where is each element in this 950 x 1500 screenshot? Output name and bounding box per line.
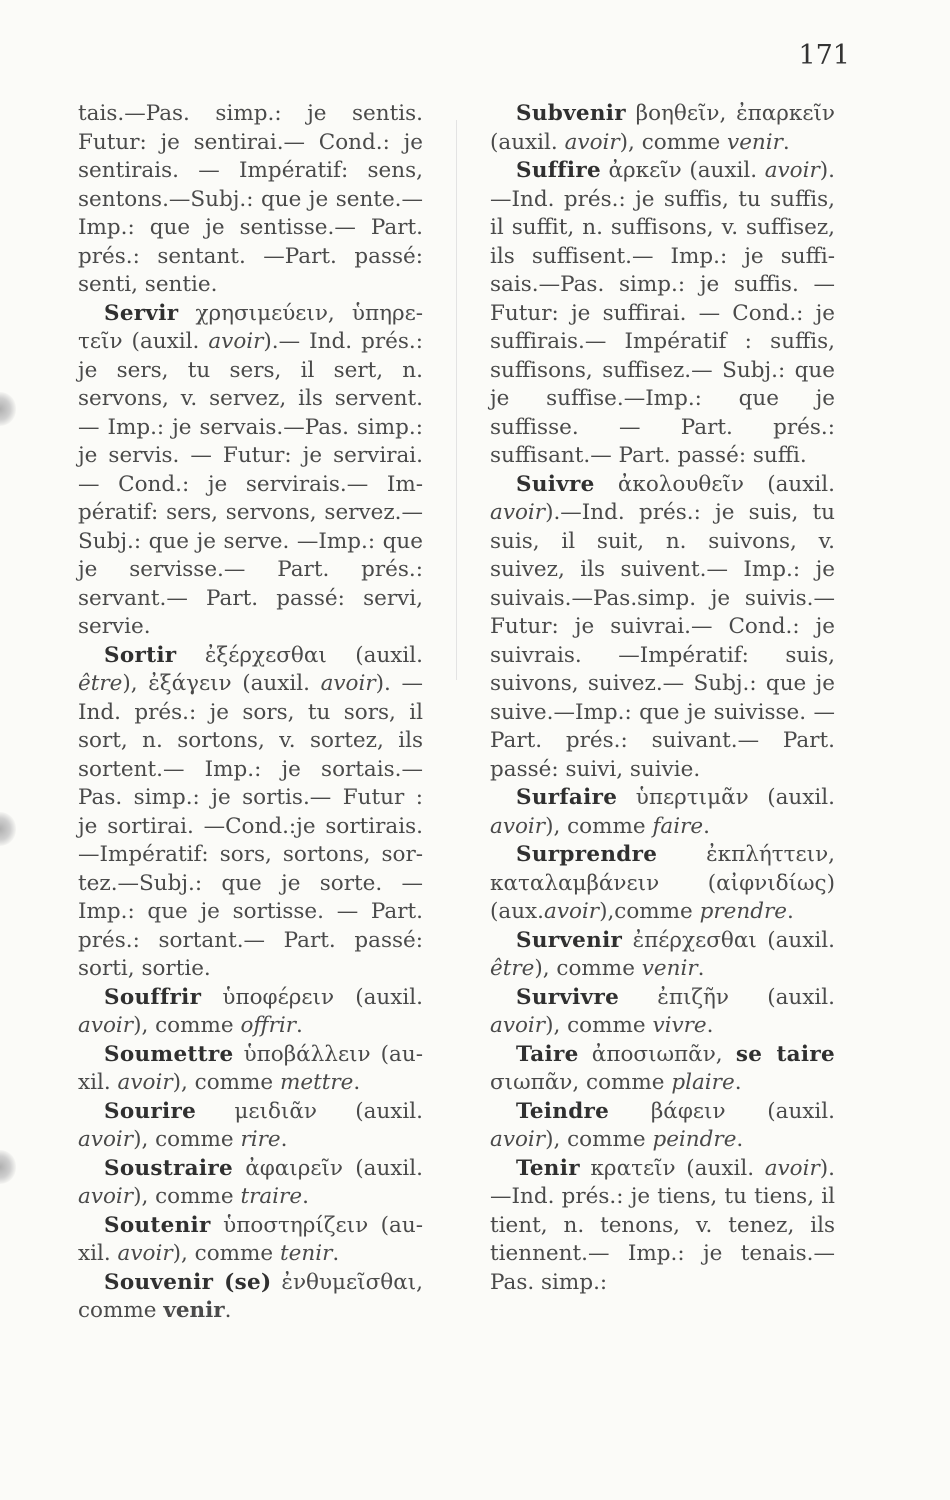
right-column (490, 100, 835, 1297)
entry-text: ), comme (545, 1127, 653, 1152)
entry-text: . (332, 1241, 340, 1266)
dictionary-entry-suivre (490, 471, 835, 785)
entry-text: βοηθεῖν, ἐπαρκεῖν (auxil. (490, 101, 835, 155)
binding-hole-mark (0, 1150, 16, 1184)
entry-text: ).— Ind. prés.: je sers, tu sers, il sert, n. servons, v. servez, ils servent.— Imp.: je servais.—Pas. simp.: je servis. — Futur: je servirai.— Cond.: je servirais.— Impératif: sers, servons, servez.—Subj.: que je serve. —Imp.: que je servisse.— Part. prés.: servant.— Part. passé: servi, servie. (78, 329, 424, 639)
entry-emphasis: venir (641, 956, 698, 981)
entry-text: . (296, 1013, 303, 1038)
entry-text: ἀκολουθεῖν (auxil. (594, 471, 835, 497)
entry-headword: Sortir (104, 642, 177, 668)
dictionary-entry-soustraire (78, 1155, 423, 1212)
entry-headword: Surfaire (516, 785, 618, 810)
dictionary-entry-suffire (490, 157, 835, 471)
entry-text: βάφειν (auxil. (609, 1098, 835, 1124)
entry-text: ), comme (133, 1184, 241, 1209)
entry-text: ), comme (133, 1013, 241, 1038)
entry-text: ἀρκεῖν (auxil. (600, 158, 765, 183)
entry-headword: Suffire (516, 158, 601, 183)
entry-text: ),comme (599, 899, 700, 924)
entry-emphasis: traire (240, 1184, 303, 1209)
entry-text: ), comme (545, 813, 653, 839)
entry-emphasis: faire (652, 813, 704, 839)
entry-text: ἀποσιωπᾶν, (578, 1041, 736, 1067)
entry-headword: Soustraire (104, 1155, 233, 1181)
dictionary-entry-souvenir (78, 1269, 423, 1326)
entry-headword: Souffrir (104, 984, 202, 1010)
entry-text: ὑποβάλλειν (auxil. (78, 1041, 423, 1095)
dictionary-entry-servir (78, 300, 423, 642)
entry-emphasis: avoir (117, 1070, 173, 1095)
entry-emphasis: tenir (279, 1241, 333, 1266)
page-number: 171 (798, 40, 850, 71)
entry-headword: se taire (735, 1041, 835, 1067)
entry-emphasis: avoir (544, 899, 600, 924)
dictionary-entry-teindre (490, 1098, 835, 1155)
entry-text: . (697, 956, 705, 981)
entry-text: ἐκπλήττειν, καταλαμβάνειν (αἰφνιδίως) (aux. (490, 842, 835, 924)
entry-headword: Servir (104, 300, 179, 326)
entry-emphasis: avoir (764, 158, 820, 183)
binding-hole-mark (0, 812, 16, 846)
entry-headword: Taire (516, 1041, 579, 1067)
dictionary-entry-survivre (490, 984, 835, 1041)
entry-text: ), comme (172, 1070, 280, 1095)
entry-text: ), comme (545, 1013, 653, 1038)
entry-emphasis: avoir (78, 1013, 134, 1038)
entry-headword: Subvenir (516, 101, 626, 126)
entry-text: κρατεῖν (auxil. (579, 1155, 765, 1181)
dictionary-entry-soumettre (78, 1041, 423, 1098)
entry-emphasis: rire (240, 1127, 281, 1152)
entry-headword: Survenir (516, 927, 623, 953)
entry-text: χρησιμεύειν, ὑπηρετεῖν (auxil. (78, 300, 423, 354)
entry-text: ἐξέρχεσθαι (auxil. (176, 642, 423, 668)
dictionary-entry-souffrir (78, 984, 423, 1041)
entry-headword: Souvenir (se) (104, 1269, 272, 1295)
entry-emphasis: peindre (652, 1127, 737, 1152)
entry-headword: Tenir (516, 1155, 580, 1181)
entry-text: μειδιᾶν (auxil. (196, 1098, 423, 1124)
entry-text: . (782, 129, 790, 155)
left-column (78, 100, 423, 1326)
entry-emphasis: avoir (764, 1155, 820, 1181)
entry-text: ἐνθυμεῖσθαι, comme (78, 1269, 423, 1323)
entry-emphasis: avoir (117, 1241, 173, 1266)
dictionary-entry-sourire (78, 1098, 423, 1155)
entry-headword: Surprendre (516, 842, 658, 867)
entry-emphasis: être (78, 671, 123, 696)
entry-emphasis: offrir (240, 1013, 297, 1038)
binding-hole-mark (0, 392, 16, 426)
entry-text: ), comme (619, 129, 728, 155)
entry-emphasis: avoir (490, 1127, 546, 1152)
entry-text: tais.—Pas. simp.: je sentis. Futur: je sentirai.— Cond.: je sentirais. — Impératif: sens, sentons.—Subj.: que je sente.—Imp.: que je sentisse.— Part. prés.: sentant. —Part. passé: senti, sentie. (78, 101, 423, 297)
dictionary-entry-sortir (78, 642, 423, 984)
entry-emphasis: être (490, 956, 535, 981)
entry-headword: Sourire (104, 1098, 197, 1124)
entry-text: . (353, 1070, 361, 1095)
entry-headword: Soumettre (104, 1041, 234, 1067)
entry-headword: Soutenir (104, 1212, 211, 1238)
entry-text: ).—Ind. prés.: je tiens, tu tiens, il tient, n. tenons, v. tenez, ils tiennent.— Imp.: je tenais.—Pas. simp.: (490, 1155, 835, 1295)
dictionary-entry-tenir (490, 1155, 835, 1298)
entry-emphasis: venir (727, 129, 783, 155)
entry-emphasis: avoir (208, 329, 264, 354)
entry-text: σιωπᾶν, comme (490, 1070, 672, 1095)
entry-text: . (734, 1070, 742, 1095)
entry-text: . (703, 813, 710, 839)
column-divider (456, 120, 457, 680)
entry-emphasis: avoir (320, 671, 376, 696)
entry-text: ὑπερτιμᾶν (auxil. (617, 785, 835, 810)
entry-headword: Suivre (516, 471, 595, 497)
dictionary-entry-survenir (490, 927, 835, 984)
entry-text: . (224, 1298, 232, 1323)
entry-emphasis: avoir (78, 1127, 134, 1152)
entry-text: ).—Ind. prés.: je suis, tu suis, il suit, n. suivons, v. suivez, ils suivent.— Imp.: je suivais.—Pas.simp. je suivis.— Futur: je suivrai.— Cond.: je suivrais. —Impératif: suis, suivons, suivez.— Subj.: que je suive.—Imp.: que je suivisse. — Part. prés.: suivant.— Part. passé: suivi, suivie. (490, 500, 835, 782)
entry-text: ), ἐξάγειν (auxil. (122, 671, 321, 696)
dictionary-entry-surprendre (490, 841, 835, 927)
entry-text: ), comme (133, 1127, 241, 1152)
entry-text: ).—Ind. prés.: je suffis, tu suffis, il suffit, n. suffisons, v. suffisez, ils suffisent.— Imp.: je suffisais.—Pas. simp.: je suffis. — Futur: je suffirai. — Cond.: je suffirais.— Impératif : suffis, suffisons, suffisez.— Subj.: que je suffise.—Imp.: que je suffisse. — Part. prés.: suffisant.— Part. passé: suffi. (490, 158, 835, 468)
entry-text: ), comme (534, 956, 642, 981)
entry-text: . (736, 1127, 744, 1152)
entry-emphasis: prendre (699, 899, 788, 924)
entry-text: ). —Ind. prés.: je sors, tu sors, il sort, n. sortons, v. sortez, ils sortent.— Imp.: je sortais.— Pas. simp.: je sortis.— Futur : je sortirai. —Cond.:je sortirais. —Impératif: sors, sortons, sortez.—Subj.: que je sorte. —Imp.: que je sortisse. — Part. prés.: sortant.— Part. passé: sorti, sortie. (78, 671, 423, 981)
entry-emphasis: venir (163, 1298, 225, 1323)
entry-emphasis: avoir (490, 813, 546, 839)
dictionary-entry-cont (78, 100, 423, 300)
entry-emphasis: avoir (78, 1184, 134, 1209)
entry-emphasis: plaire (671, 1070, 735, 1095)
dictionary-entry-taire (490, 1041, 835, 1098)
entry-emphasis: avoir (490, 1013, 546, 1038)
entry-emphasis: mettre (279, 1070, 354, 1095)
entry-text: ἐπέρχεσθαι (auxil. (622, 927, 835, 953)
entry-emphasis: avoir (564, 129, 620, 155)
entry-text: ὑποστηρίζειν (auxil. (78, 1212, 423, 1266)
entry-emphasis: vivre (652, 1013, 707, 1038)
entry-headword: Survivre (516, 984, 620, 1010)
dictionary-entry-subvenir (490, 100, 835, 157)
entry-text: ), comme (172, 1241, 280, 1266)
entry-text: . (706, 1013, 714, 1038)
dictionary-entry-soutenir (78, 1212, 423, 1269)
entry-text: . (280, 1127, 288, 1152)
entry-headword: Teindre (516, 1098, 610, 1124)
entry-text: . (302, 1184, 309, 1209)
entry-text: ἀφαιρεῖν (auxil. (232, 1155, 423, 1181)
entry-text: ὑποφέρειν (auxil. (201, 984, 423, 1010)
dictionary-entry-surfaire (490, 784, 835, 841)
entry-text: . (787, 899, 794, 924)
entry-emphasis: avoir (490, 500, 546, 525)
entry-text: ἐπιζῆν (auxil. (619, 984, 835, 1010)
